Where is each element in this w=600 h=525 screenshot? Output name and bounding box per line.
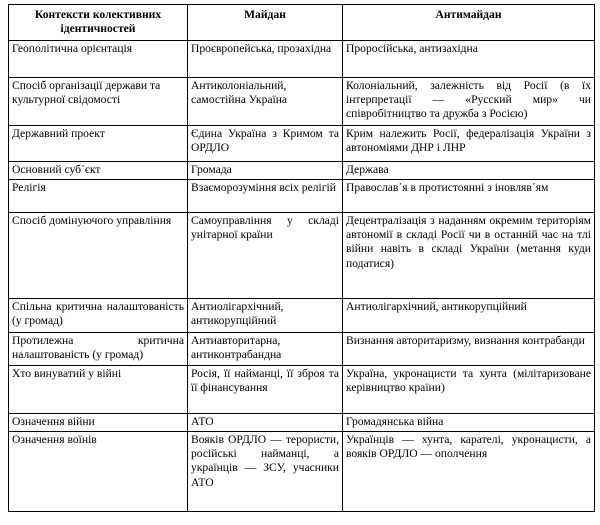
maidan-cell: Росія, її найманці, її зброя та її фінансування <box>188 366 343 414</box>
antimaidan-cell: Колоніальний, залежність від Росії (в їх інтерпретації — «Русский мир» чи співробітництво та дружба з Росією) <box>343 78 595 126</box>
table-header-row <box>9 5 595 41</box>
maidan-cell: Вояків ОРДЛО — терористи, російські найманці, а українців — ЗСУ, учасники АТО <box>188 432 343 512</box>
row-label: Означення війни <box>9 414 188 432</box>
header-contexts: Контексти колективних ідентичностей <box>9 5 188 41</box>
table-row <box>9 162 595 180</box>
maidan-cell: Громада <box>188 162 343 180</box>
antimaidan-cell: Проросійська, антизахідна <box>343 41 595 78</box>
antimaidan-cell: Держава <box>343 162 595 180</box>
antimaidan-cell: Визнання авторитаризму, визнання контрабанди <box>343 333 595 366</box>
table-row <box>9 126 595 162</box>
table-row <box>9 414 595 432</box>
table-row <box>9 432 595 512</box>
row-label: Спосіб організації держави та культурної свідомості <box>9 78 188 126</box>
table-row <box>9 333 595 366</box>
maidan-cell: Антиколоніальний, самостійна Україна <box>188 78 343 126</box>
identity-comparison-table <box>8 4 595 512</box>
table-row <box>9 366 595 414</box>
maidan-cell: Взаєморозуміння всіх релігій <box>188 180 343 213</box>
antimaidan-cell: Громадянська війна <box>343 414 595 432</box>
antimaidan-cell: Антиолігархічний, антикорупційний <box>343 299 595 333</box>
table-row <box>9 78 595 126</box>
maidan-cell: АТО <box>188 414 343 432</box>
row-label: Геополітична орієнтація <box>9 41 188 78</box>
maidan-cell: Антиолігархічний, антикорупційний <box>188 299 343 333</box>
maidan-cell: Проєвропейська, прозахідна <box>188 41 343 78</box>
row-label: Протилежна критична налаштованість (у громад) <box>9 333 188 366</box>
maidan-cell: Антиавторитарна, антиконтрабандна <box>188 333 343 366</box>
row-label: Хто винуватий у війні <box>9 366 188 414</box>
row-label: Основний суб᾽єкт <box>9 162 188 180</box>
antimaidan-cell: Українців — хунта, карателі, укронацисти, а вояків ОРДЛО — ополчення <box>343 432 595 512</box>
header-antimaidan: Антимайдан <box>343 5 595 41</box>
header-maidan: Майдан <box>188 5 343 41</box>
antimaidan-cell: Україна, укронацисти та хунта (мілітаризоване керівництво країни) <box>343 366 595 414</box>
row-label: Спосіб домінуючого управління <box>9 213 188 299</box>
row-label: Релігія <box>9 180 188 213</box>
row-label: Спільна критична налаштованість (у громад) <box>9 299 188 333</box>
antimaidan-cell: Крим належить Росії, федералізація України з автономіями ДНР і ЛНР <box>343 126 595 162</box>
row-label: Державний проект <box>9 126 188 162</box>
table-row <box>9 213 595 299</box>
maidan-cell: Самоуправління у складі унітарної країни <box>188 213 343 299</box>
maidan-cell: Єдина Україна з Кримом та ОРДЛО <box>188 126 343 162</box>
antimaidan-cell: Децентралізація з наданням окремим територіям автономії в складі Росії чи в останній час на тлі війни навіть в складі України (метання куди податися) <box>343 213 595 299</box>
antimaidan-cell: Православ᾽я в протистоянні з іновляв᾽ям <box>343 180 595 213</box>
table-row <box>9 180 595 213</box>
table-row <box>9 299 595 333</box>
table-row <box>9 41 595 78</box>
row-label: Означення воїнів <box>9 432 188 512</box>
